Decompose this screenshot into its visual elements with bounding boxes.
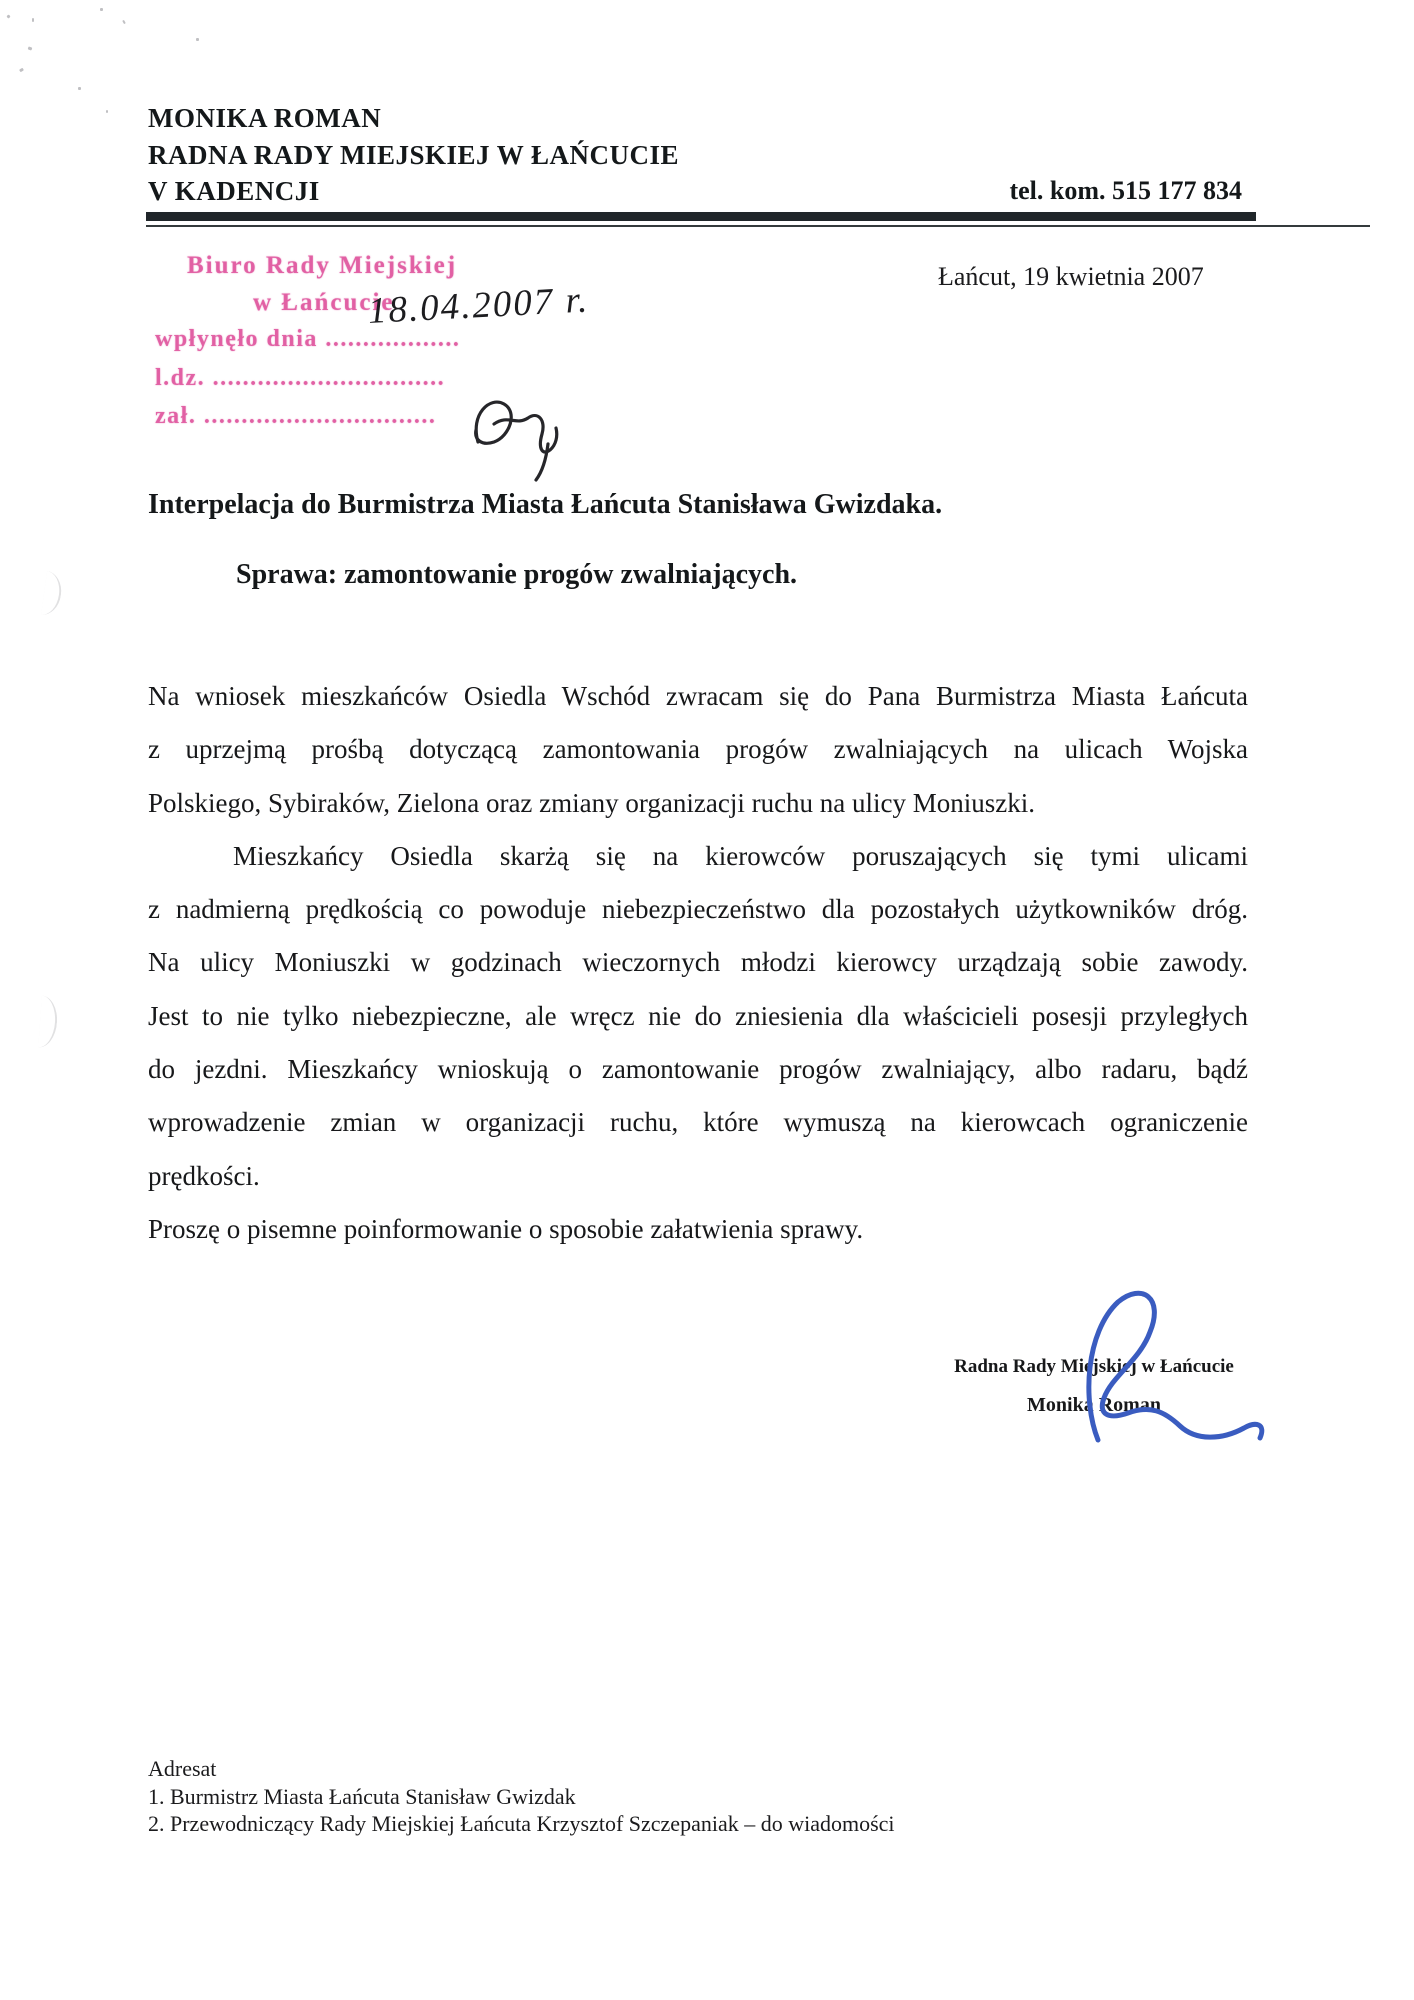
scan-speck: [19, 68, 24, 73]
scan-speck: [106, 110, 108, 113]
signature-role: Radna Rady Miejskiej w Łańcucie: [954, 1356, 1234, 1377]
body-line: do jezdni. Mieszkańcy wnioskują o zamontowanie progów zwalniający, albo radaru, bądź: [148, 1054, 1248, 1085]
scan-speck: [122, 20, 126, 24]
body-line: Jest to nie tylko niebezpieczne, ale wręcz nie do zniesienia dla właścicieli posesji przyległych: [148, 1000, 1248, 1031]
scan-speck: [196, 38, 199, 41]
stamp-received-date-line: wpłynęło dnia ..................: [155, 326, 461, 352]
document-title: Interpelacja do Burmistrza Miasta Łańcuta Stanisława Gwizdaka.: [148, 489, 943, 520]
scan-speck: [100, 8, 103, 11]
body-line: Na wniosek mieszkańców Osiedla Wschód zwracam się do Pana Burmistrza Miasta Łańcuta: [148, 681, 1248, 711]
body-line: Polskiego, Sybiraków, Zielona oraz zmiany organizacji ruchu na ulicy Moniuszki.: [148, 787, 1036, 818]
letterhead: [148, 100, 848, 210]
addressee-item: 2. Przewodniczący Rady Miejskiej Łańcuta Krzysztof Szczepaniak – do wiadomości: [148, 1811, 895, 1836]
letterhead-role: RADNA RADY MIEJSKIEJ W ŁAŃCUCIE: [148, 139, 680, 170]
body-line: wprowadzenie zmian w organizacji ruchu, które wymuszą na kierowcach ograniczenie: [148, 1107, 1248, 1138]
addressees-label: Adresat: [148, 1756, 217, 1781]
signature-block: [936, 1356, 1252, 1416]
handwritten-date: 18.04.2007 r.: [366, 279, 591, 332]
scan-speck: [28, 46, 33, 50]
scan-speck: [32, 18, 34, 22]
letter-body: [148, 670, 1248, 1256]
addressees-list: [148, 1783, 1148, 1838]
body-line: z uprzejmą prośbą dotyczącą zamontowania progów zwalniających na ulicach Wojska: [148, 734, 1248, 765]
place-and-date: Łańcut, 19 kwietnia 2007: [938, 262, 1204, 291]
header-rule-thin: [146, 225, 1370, 227]
phone-number: tel. kom. 515 177 834: [1009, 176, 1242, 205]
body-line: prędkości.: [148, 1160, 260, 1191]
scan-speck: [6, 14, 10, 18]
letterhead-name: MONIKA ROMAN: [148, 103, 382, 133]
body-line: Proszę o pisemne poinformowanie o sposobie załatwienia sprawy.: [148, 1213, 864, 1244]
body-line: Mieszkańcy Osiedla skarżą się na kierowców poruszających się tymi ulicami: [233, 840, 1248, 871]
scan-speck: [78, 87, 81, 90]
stamp-ldz-line: l.dz. ...............................: [155, 365, 446, 391]
stamp-office-line1: Biuro Rady Miejskiej: [187, 252, 458, 279]
addressee-item: 1. Burmistrz Miasta Łańcuta Stanisław Gwizdak: [148, 1783, 576, 1809]
body-line: Na ulicy Moniuszki w godzinach wieczornych młodzi kierowcy urządzają sobie zawody.: [148, 947, 1248, 978]
letterhead-term: V KADENCJI: [148, 176, 320, 206]
body-line: z nadmierną prędkością co powoduje niebezpieczeństwo dla pozostałych użytkowników dróg.: [148, 894, 1248, 925]
document-subject: Sprawa: zamontowanie progów zwalniających.: [236, 559, 798, 590]
handwritten-initials-ink: [450, 384, 580, 484]
addressees-block: [148, 1755, 1148, 1838]
header-rule-thick: [146, 212, 1256, 221]
scan-artifact-mark: [38, 995, 59, 1048]
stamp-office-line2: w Łańcucie: [253, 289, 395, 316]
signature-name: Monika Roman: [1027, 1394, 1161, 1416]
scan-artifact-mark: [41, 571, 64, 617]
stamp-zal-line: zał. ...............................: [155, 403, 437, 429]
